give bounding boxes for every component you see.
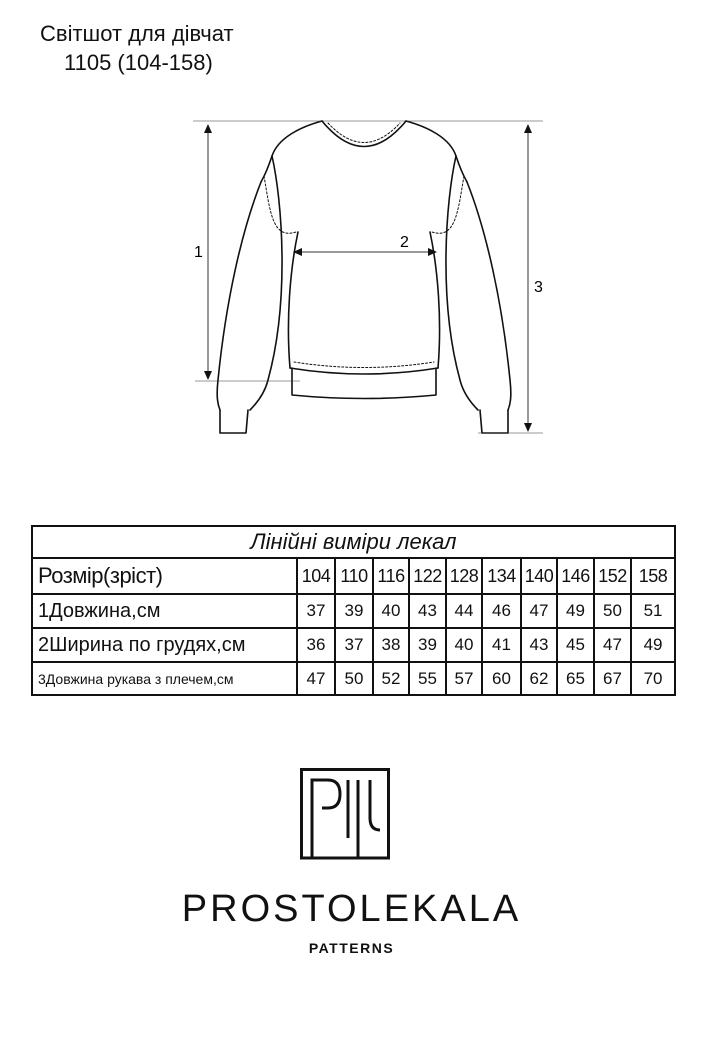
value-cell: 41 <box>482 628 521 662</box>
value-cell: 43 <box>409 594 446 628</box>
size-chart-table <box>31 525 676 696</box>
value-cell: 47 <box>297 662 335 695</box>
table-heading: Лінійні виміри лекал <box>32 526 675 558</box>
size-cell: 146 <box>557 558 594 594</box>
value-cell: 47 <box>594 628 631 662</box>
table-row-sleeve-length <box>32 662 675 695</box>
value-cell: 37 <box>297 594 335 628</box>
row-label: 2Ширина по грудях,см <box>32 628 297 662</box>
value-cell: 50 <box>594 594 631 628</box>
measure-label-sleeve: 3 <box>534 279 543 296</box>
value-cell: 60 <box>482 662 521 695</box>
row-label: Розмір(зріст) <box>32 558 297 594</box>
value-cell: 65 <box>557 662 594 695</box>
table-row-chest-width <box>32 628 675 662</box>
value-cell: 49 <box>631 628 675 662</box>
value-cell: 39 <box>409 628 446 662</box>
value-cell: 51 <box>631 594 675 628</box>
value-cell: 70 <box>631 662 675 695</box>
size-cell: 134 <box>482 558 521 594</box>
table-row-sizes <box>32 558 675 594</box>
value-cell: 40 <box>373 594 409 628</box>
value-cell: 36 <box>297 628 335 662</box>
value-cell: 38 <box>373 628 409 662</box>
value-cell: 49 <box>557 594 594 628</box>
value-cell: 39 <box>335 594 373 628</box>
row-label: 1Довжина,см <box>32 594 297 628</box>
value-cell: 47 <box>521 594 557 628</box>
value-cell: 37 <box>335 628 373 662</box>
size-cell: 158 <box>631 558 675 594</box>
value-cell: 43 <box>521 628 557 662</box>
size-cell: 152 <box>594 558 631 594</box>
size-cell: 110 <box>335 558 373 594</box>
size-cell: 140 <box>521 558 557 594</box>
value-cell: 62 <box>521 662 557 695</box>
value-cell: 44 <box>446 594 482 628</box>
size-cell: 104 <box>297 558 335 594</box>
sweatshirt-technical-drawing-icon <box>180 110 550 445</box>
brand-tagline: PATTERNS <box>308 940 395 956</box>
table-row-length <box>32 594 675 628</box>
row-label: 3Довжина рукава з плечем,см <box>32 662 297 695</box>
size-cell: 122 <box>409 558 446 594</box>
value-cell: 57 <box>446 662 482 695</box>
value-cell: 45 <box>557 628 594 662</box>
value-cell: 46 <box>482 594 521 628</box>
value-cell: 52 <box>373 662 409 695</box>
document-title: Світшот для дівчат <box>40 21 234 46</box>
size-cell: 128 <box>446 558 482 594</box>
value-cell: 67 <box>594 662 631 695</box>
value-cell: 55 <box>409 662 446 695</box>
measure-label-length: 1 <box>194 244 203 261</box>
brand-name: PROSTOLEKALA <box>181 888 522 930</box>
prostolekala-monogram-icon <box>300 768 390 860</box>
value-cell: 50 <box>335 662 373 695</box>
size-cell: 116 <box>373 558 409 594</box>
value-cell: 40 <box>446 628 482 662</box>
measure-label-chest: 2 <box>400 234 409 251</box>
model-number: 1105 (104-158) <box>64 50 213 75</box>
